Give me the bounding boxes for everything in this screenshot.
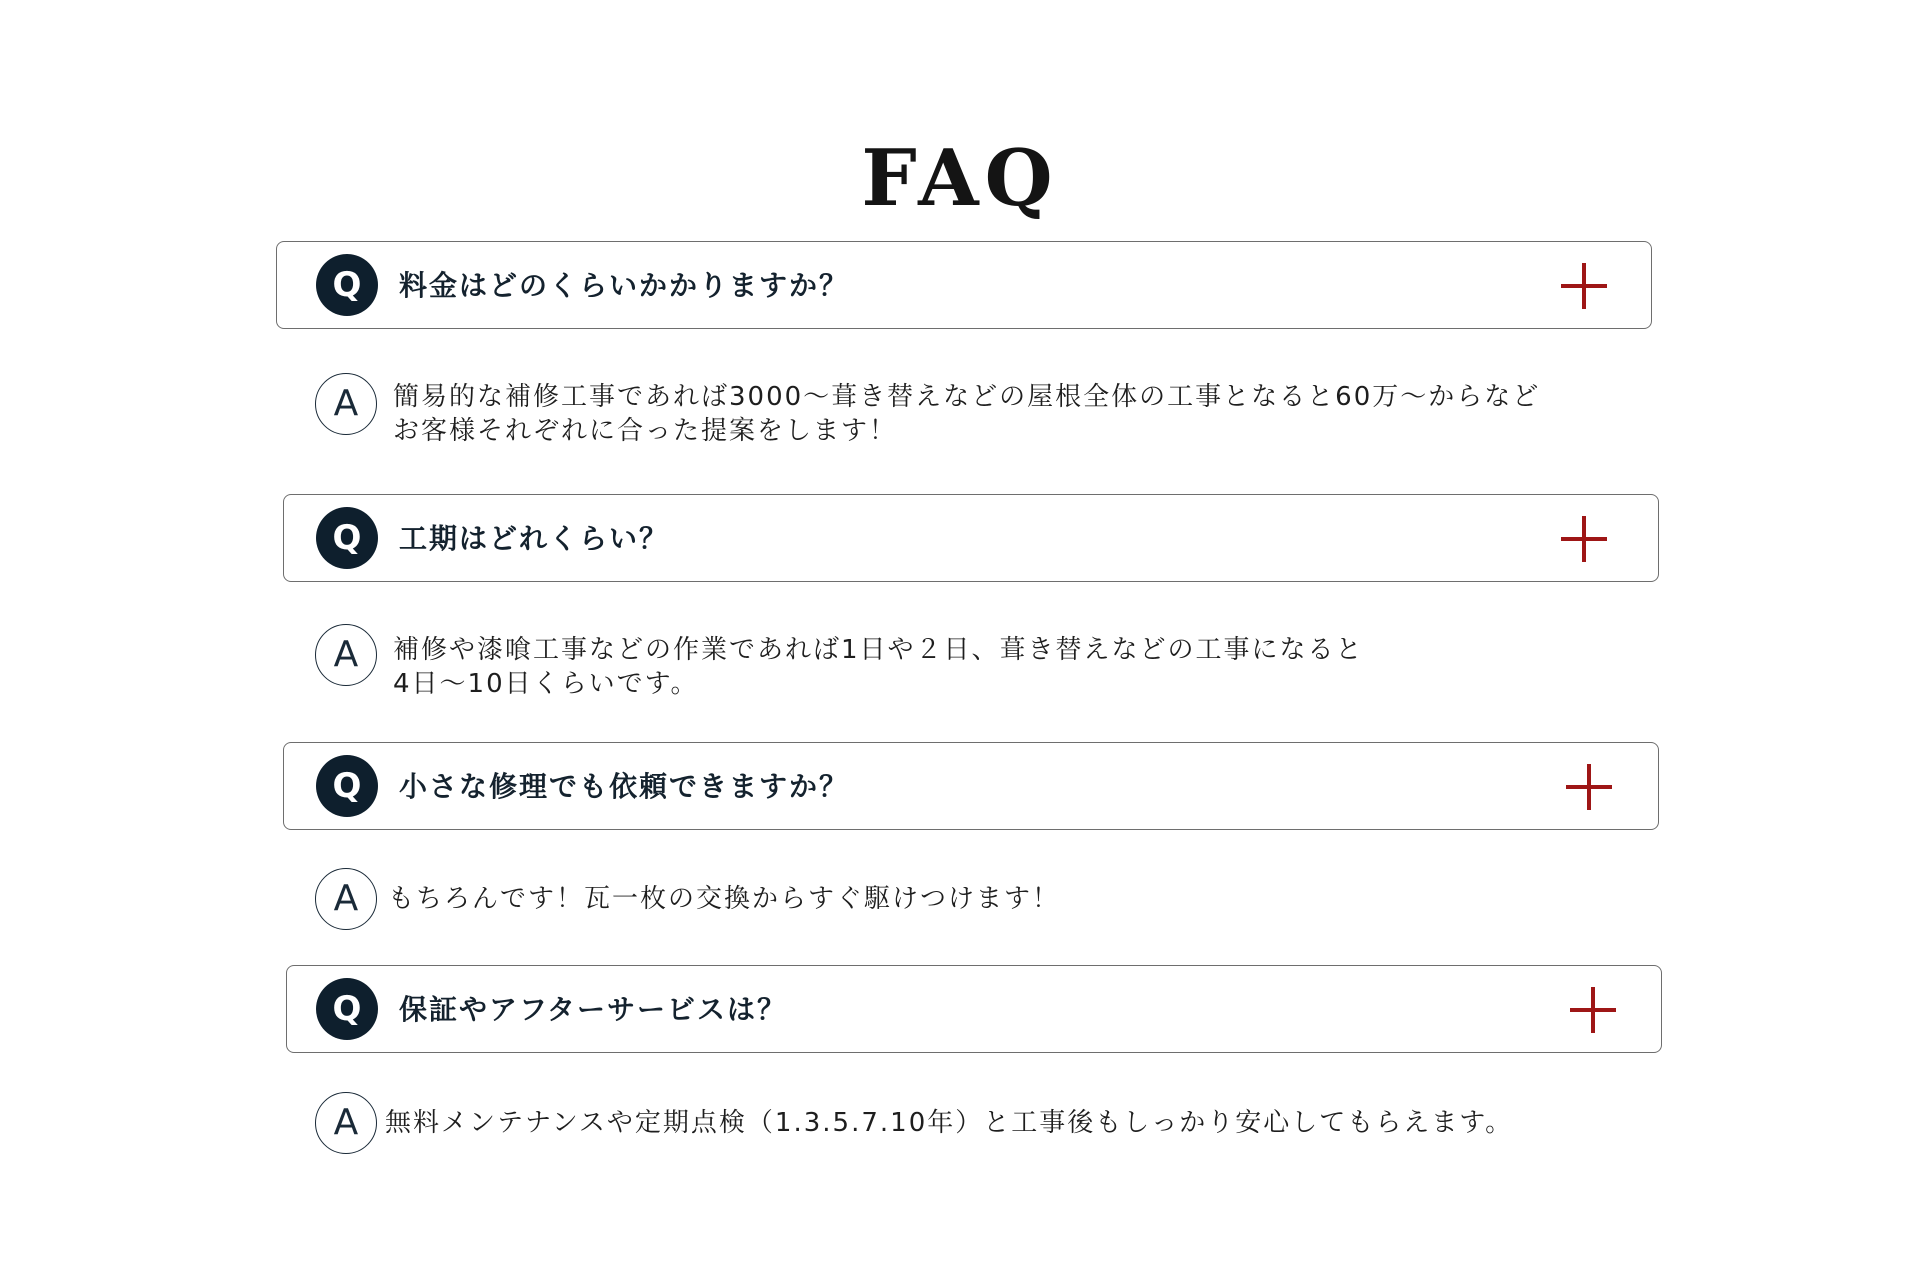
question-marker-icon: Q — [316, 755, 378, 817]
question-text: 保証やアフターサービスは？ — [399, 993, 788, 1026]
question-text: 料金はどのくらいかかりますか？ — [399, 269, 850, 302]
answer-text — [388, 882, 1060, 916]
answer-line: 簡易的な補修工事であれば3000～葺き替えなどの屋根全体の工事となると60万～からなど — [393, 382, 1541, 412]
answer-line: 無料メンテナンスや定期点検（1.3.5.7.10年）と工事後もしっかり安心してもらえます。 — [385, 1108, 1514, 1138]
plus-icon[interactable] — [1561, 263, 1607, 309]
question-marker-icon: Q — [316, 254, 378, 316]
answer-text — [393, 380, 1540, 448]
answer-marker-icon: A — [315, 1092, 377, 1154]
answer-text — [385, 1106, 1513, 1140]
answer-marker-icon: A — [315, 373, 377, 435]
answer-line: お客様それぞれに合った提案をします！ — [393, 416, 898, 446]
faq-question-4[interactable] — [286, 965, 1662, 1053]
page-title: FAQ — [861, 133, 1059, 225]
faq-question-3[interactable] — [283, 742, 1659, 830]
question-marker-icon: Q — [316, 978, 378, 1040]
answer-marker-icon: A — [315, 868, 377, 930]
plus-icon[interactable] — [1561, 516, 1607, 562]
answer-line: もちろんです！瓦一枚の交換からすぐ駆けつけます！ — [388, 884, 1061, 914]
answer-line: 補修や漆喰工事などの作業であれば1日や２日、葺き替えなどの工事になると — [393, 635, 1364, 665]
plus-icon[interactable] — [1566, 764, 1612, 810]
answer-marker-icon: A — [315, 624, 377, 686]
plus-icon[interactable] — [1570, 987, 1616, 1033]
faq-question-2[interactable] — [283, 494, 1659, 582]
question-marker-icon: Q — [316, 507, 378, 569]
question-text: 工期はどれくらい？ — [399, 522, 670, 555]
answer-text — [393, 633, 1364, 701]
question-text: 小さな修理でも依頼できますか？ — [399, 770, 850, 803]
answer-line: 4日～10日くらいです。 — [393, 669, 699, 699]
faq-question-1[interactable] — [276, 241, 1652, 329]
